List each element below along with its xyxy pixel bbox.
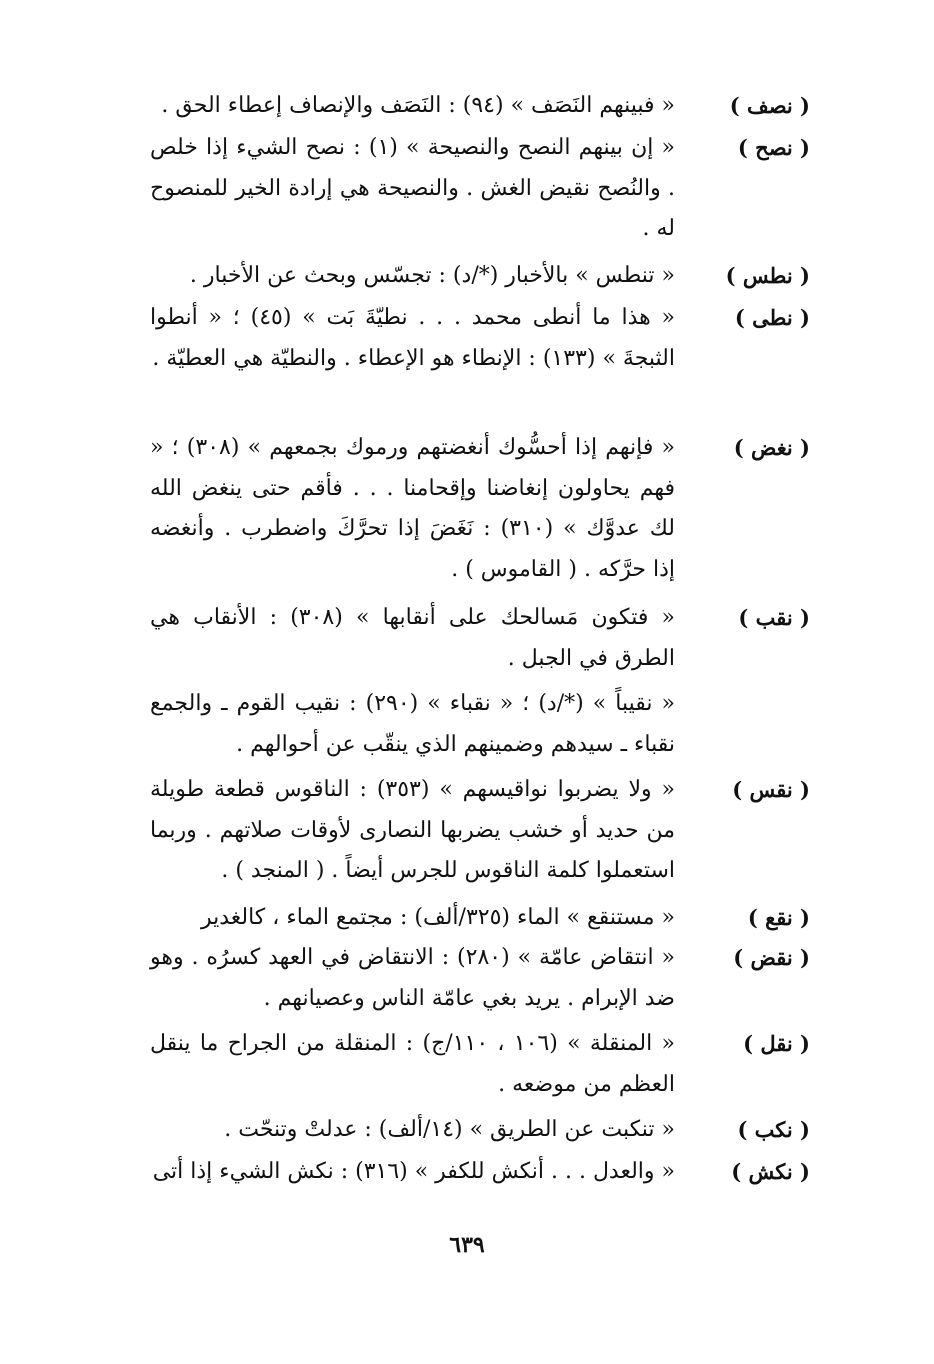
entry-text: « تنكبت عن الطريق » (١٤/ألف) : عدلتْ وتنحّت . [224, 1117, 675, 1142]
entry-nakash [150, 1152, 810, 1193]
entry-text: « فتكون مَسالحك على أنقابها » (٣٠٨) : الأنقاب هي الطرق في الجبل . [150, 605, 675, 671]
entry-headword: ( نصح ) [737, 135, 810, 160]
entry-headword: ( نكب ) [737, 1117, 810, 1142]
entry-headword: ( نقض ) [733, 945, 810, 970]
entry-nasaf [150, 86, 810, 127]
entry-headword: ( نقس ) [732, 777, 810, 802]
entry-text: « المنقلة » (١٠٦ ، ١١٠/ج) : المنقلة من الجراح ما ينقل العظم من موضعه . [150, 1031, 675, 1097]
entry-text: « والعدل . . . أنكش للكفر » (٣١٦) : نكش الشيء إذا أتى [152, 1159, 675, 1184]
entry-naqad [150, 938, 810, 1019]
entry-text: « انتقاض عامّة » (٢٨٠) : الانتقاض في العهد كسرُه . وهو ضد الإبرام . يريد بغي عامّة الناس وعصيانهم . [150, 945, 675, 1011]
entry-headword: ( نكش ) [731, 1159, 810, 1184]
entry-headword: ( نقل ) [743, 1031, 810, 1056]
entry-text: « إن بينهم النصح والنصيحة » (١) : نصح الشيء إذا خلص . والنُصح نقيض الغش . والنصيحة هي إرادة الخير للمنصوح له . [150, 135, 676, 241]
entry-text: « مستنقع » الماء (٣٢٥/ألف) : مجتمع الماء ، كالغدير [200, 905, 675, 930]
entry-text: « نقيباً » (*/د) ؛ « نقباء » (٢٩٠) : نقيب القوم ـ والجمع نقباء ـ سيدهم وضمينهم الذي ينقّب عن أحوالهم . [150, 691, 675, 757]
entry-naqal [150, 1024, 810, 1105]
entry-headword: ( نصف ) [729, 93, 810, 118]
entry-headword: ( نقب ) [738, 605, 810, 630]
entry-text: « فإنهم إذا أحسُّوك أنغضتهم ورموك بجمعهم » (٣٠٨) ؛ « فهم يحاولون إنغاضنا وإقحامنا . . . فأقم حتى ينغض الله لك عدوَّك » (٣١٠) : نَغَضَ إذا تحرَّكَ واضطرب . وأنغضه إذا حرَّكه . ( القاموس ) . [150, 435, 676, 582]
entry-nasah [150, 128, 810, 250]
page-number: ٦٣٩ [449, 1232, 485, 1258]
entry-naqab-continued [150, 684, 810, 765]
entry-naqab [150, 598, 810, 679]
entry-text: « فبينهم النَصَف » (٩٤) : النَصَف والإنصاف إعطاء الحق . [161, 93, 675, 118]
entry-naqas [150, 770, 810, 892]
entry-naqa [150, 898, 810, 939]
entry-headword: ( نقع ) [747, 905, 810, 930]
entry-natas [150, 256, 810, 297]
entry-headword: ( نطس ) [725, 263, 810, 288]
entry-text: « تنطس » بالأخبار (*/د) : تجسّس وبحث عن الأخبار . [189, 263, 675, 288]
entry-text: « ولا يضربوا نواقيسهم » (٣٥٣) : الناقوس قطعة طويلة من حديد أو خشب يضربها النصارى لأوقات صلاتهم . وربما استعملوا كلمة الناقوس للجرس أيضاً . ( المنجد ) . [150, 777, 675, 883]
entry-nakab [150, 1110, 810, 1151]
entry-text: « هذا ما أنطى محمد . . . نطيّةَ بَت » (٤٥) ؛ « أنطوا الثبجةَ » (١٣٣) : الإنطاء هو الإعطاء . والنطيّة هي العطيّة . [150, 305, 675, 371]
entry-headword: ( نغض ) [733, 435, 810, 460]
entry-headword: ( نطى ) [734, 305, 810, 330]
entry-nata [150, 298, 810, 379]
entry-naghad [150, 428, 810, 590]
